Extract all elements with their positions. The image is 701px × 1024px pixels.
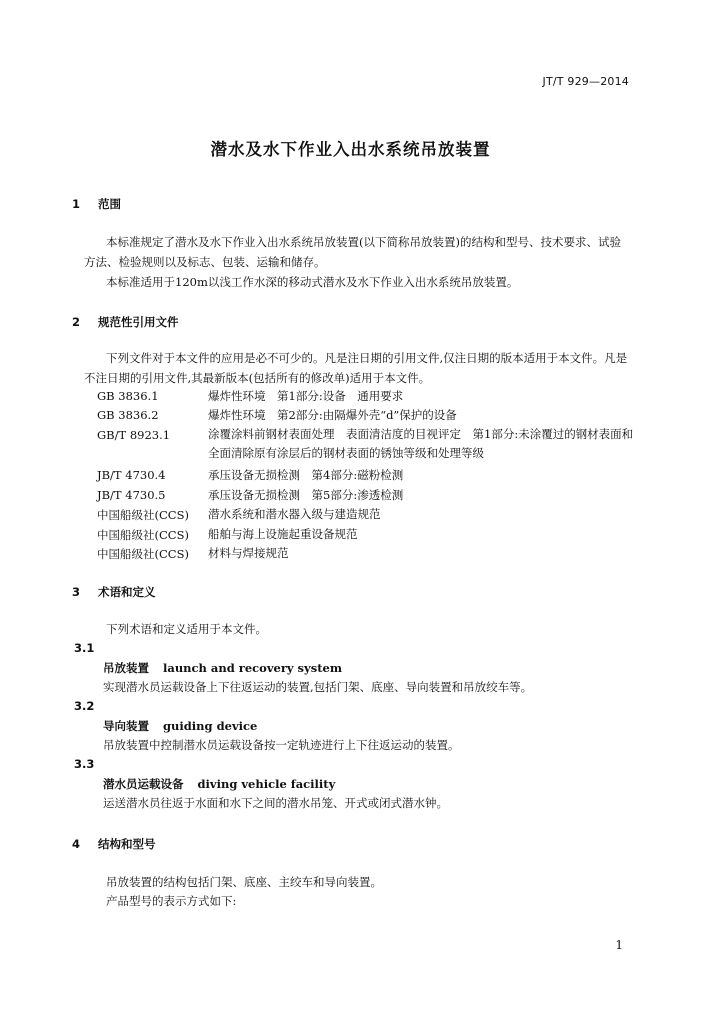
term-english: diving vehicle facility (197, 777, 336, 791)
term-heading (103, 718, 257, 734)
reference-code: 中国船级社(CCS) (97, 508, 189, 522)
term-definition: 运送潜水员往返于水面和水下之间的潜水吊笼、开式或闭式潜水钟。 (103, 796, 448, 810)
section-number: 1 (72, 197, 81, 211)
section-title: 范围 (98, 197, 122, 211)
reference-code: JB/T 4730.5 (97, 488, 166, 502)
reference-title: 爆炸性环境 第1部分:设备 通用要求 (208, 389, 404, 403)
term-chinese: 吊放装置 (103, 661, 149, 675)
reference-title: 材料与焊接规范 (208, 546, 289, 560)
section-number: 2 (72, 315, 81, 329)
scope-paragraph-2: 本标准适用于120m以浅工作水深的移动式潜水及水下作业入出水系统吊放装置。 (106, 275, 519, 289)
term-english: guiding device (163, 719, 258, 733)
scope-paragraph-1: 本标准规定了潜水及水下作业入出水系统吊放装置(以下简称吊放装置)的结构和型号、技术要求、试验方法、检验规则以及标志、包装、运输和储存。 (84, 235, 621, 269)
reference-code: JB/T 4730.4 (97, 468, 166, 482)
term-number: 3.2 (74, 699, 95, 713)
section-2-heading (72, 314, 179, 330)
reference-title: 涂覆涂料前钢材表面处理 表面清洁度的目视评定 第1部分:未涂覆过的钢材表面和全面清除原有涂层后的钢材表面的锈蚀等级和处理等级 (208, 427, 634, 460)
section-title: 结构和型号 (98, 837, 156, 851)
terms-intro: 下列术语和定义适用于本文件。 (106, 622, 267, 636)
term-number: 3.1 (74, 641, 95, 655)
reference-title: 船舶与海上设施起重设备规范 (208, 527, 358, 541)
term-english: launch and recovery system (163, 661, 342, 675)
section-3-heading (72, 584, 156, 600)
term-number: 3.3 (74, 757, 95, 771)
term-heading (103, 776, 335, 792)
references-intro: 下列文件对于本文件的应用是必不可少的。凡是注日期的引用文件,仅注日期的版本适用于本文件。凡是不注日期的引用文件,其最新版本(包括所有的修改单)适用于本文件。 (84, 351, 628, 385)
document-title: 潜水及水下作业入出水系统吊放装置 (210, 140, 491, 159)
term-chinese: 导向装置 (103, 719, 149, 733)
reference-title: 潜水系统和潜水器入级与建造规范 (208, 507, 381, 521)
standard-code: JT/T 929—2014 (542, 75, 629, 88)
term-definition: 实现潜水员运载设备上下往返运动的装置,包括门架、底座、导向装置和吊放绞车等。 (103, 680, 533, 694)
structure-text-1: 吊放装置的结构包括门架、底座、主绞车和导向装置。 (106, 875, 382, 889)
reference-title: 承压设备无损检测 第5部分:渗透检测 (208, 488, 404, 502)
section-title: 术语和定义 (98, 585, 156, 599)
term-heading (103, 660, 342, 676)
page-number: 1 (615, 938, 623, 952)
structure-text-2: 产品型号的表示方式如下: (106, 894, 237, 908)
reference-code: GB/T 8923.1 (97, 428, 171, 442)
section-title: 规范性引用文件 (98, 315, 179, 329)
term-definition: 吊放装置中控制潜水员运载设备按一定轨迹进行上下往返运动的装置。 (103, 738, 460, 752)
reference-code: GB 3836.2 (97, 408, 159, 422)
section-4-heading (72, 836, 156, 852)
reference-code: 中国船级社(CCS) (97, 547, 189, 561)
section-number: 3 (72, 585, 81, 599)
reference-code: 中国船级社(CCS) (97, 528, 189, 542)
section-number: 4 (72, 837, 81, 851)
reference-title: 承压设备无损检测 第4部分:磁粉检测 (208, 468, 404, 482)
section-1-heading (72, 196, 121, 212)
term-chinese: 潜水员运载设备 (103, 777, 184, 791)
reference-code: GB 3836.1 (97, 389, 159, 403)
reference-title: 爆炸性环境 第2部分:由隔爆外壳“d”保护的设备 (208, 408, 457, 422)
